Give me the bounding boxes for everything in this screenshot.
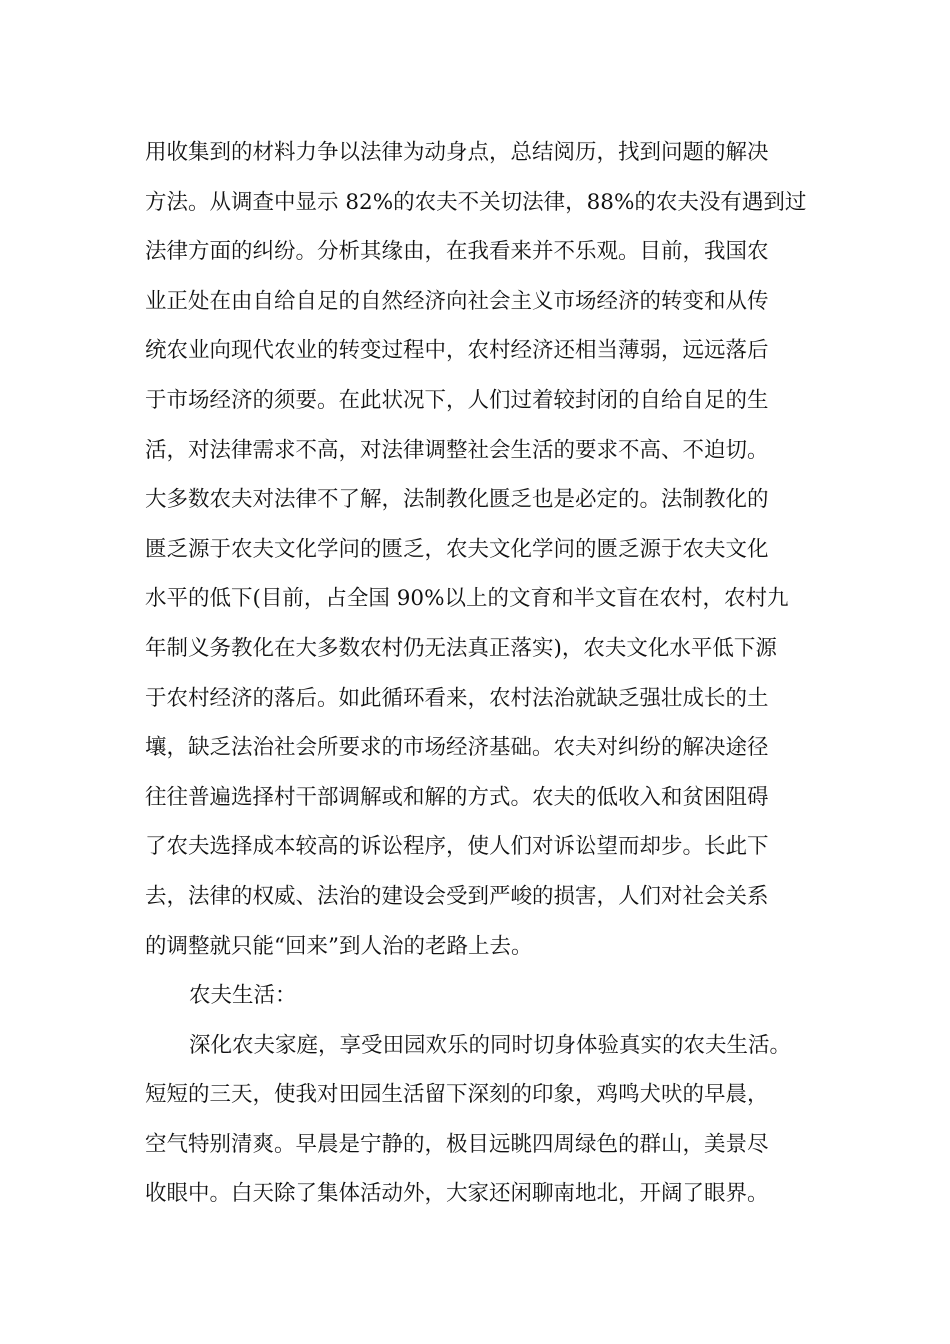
text-line: 往往普遍选择村干部调解或和解的方式。农夫的低收入和贫困阻碍 [145, 784, 769, 810]
text-line: 短短的三天，使我对田园生活留下深刻的印象，鸡鸣犬吠的早晨， [145, 1082, 769, 1108]
text-line: 于市场经济的须要。在此状况下，人们过着较封闭的自给自足的生 [145, 387, 769, 413]
section-heading: 农夫生活： [189, 983, 297, 1009]
text-line: 水平的低下(目前，占全国 90%以上的文育和半文盲在农村，农村九 [145, 586, 789, 612]
text-line: 了农夫选择成本较高的诉讼程序，使人们对诉讼望而却步。长此下 [145, 834, 769, 860]
text-line: 方法。从调查中显示 82%的农夫不关切法律，88%的农夫没有遇到过 [145, 189, 807, 215]
paragraph-first-line: 深化农夫家庭，享受田园欢乐的同时切身体验真实的农夫生活。 [189, 1032, 792, 1058]
text-line: 大多数农夫对法律不了解，法制教化匮乏也是必定的。法制教化的 [145, 487, 769, 513]
text-line: 壤，缺乏法治社会所要求的市场经济基础。农夫对纠纷的解决途径 [145, 735, 769, 761]
text-line: 活，对法律需求不高，对法律调整社会生活的要求不高、不迫切。 [145, 437, 769, 463]
text-line: 业正处在由自给自足的自然经济向社会主义市场经济的转变和从传 [145, 288, 769, 314]
text-line: 收眼中。白天除了集体活动外，大家还闲聊南地北，开阔了眼界。 [145, 1181, 769, 1207]
body-text [145, 128, 845, 1219]
text-line: 年制义务教化在大多数农村仍无法真正落实)，农夫文化水平低下源 [145, 635, 777, 661]
text-line: 法律方面的纠纷。分析其缘由，在我看来并不乐观。目前，我国农 [145, 239, 769, 265]
text-line: 的调整就只能“回来”到人治的老路上去。 [145, 933, 533, 959]
text-line: 用收集到的材料力争以法律为动身点，总结阅历，找到问题的解决 [145, 140, 769, 165]
text-line: 统农业向现代农业的转变过程中，农村经济还相当薄弱，远远落后 [145, 338, 769, 364]
text-line: 于农村经济的落后。如此循环看来，农村法治就缺乏强壮成长的土 [145, 685, 769, 711]
text-line: 去，法律的权威、法治的建设会受到严峻的损害，人们对社会关系 [145, 883, 769, 909]
text-line: 匮乏源于农夫文化学问的匮乏，农夫文化学问的匮乏源于农夫文化 [145, 536, 769, 562]
text-line: 空气特别清爽。早晨是宁静的，极目远眺四周绿色的群山，美景尽 [145, 1131, 769, 1157]
